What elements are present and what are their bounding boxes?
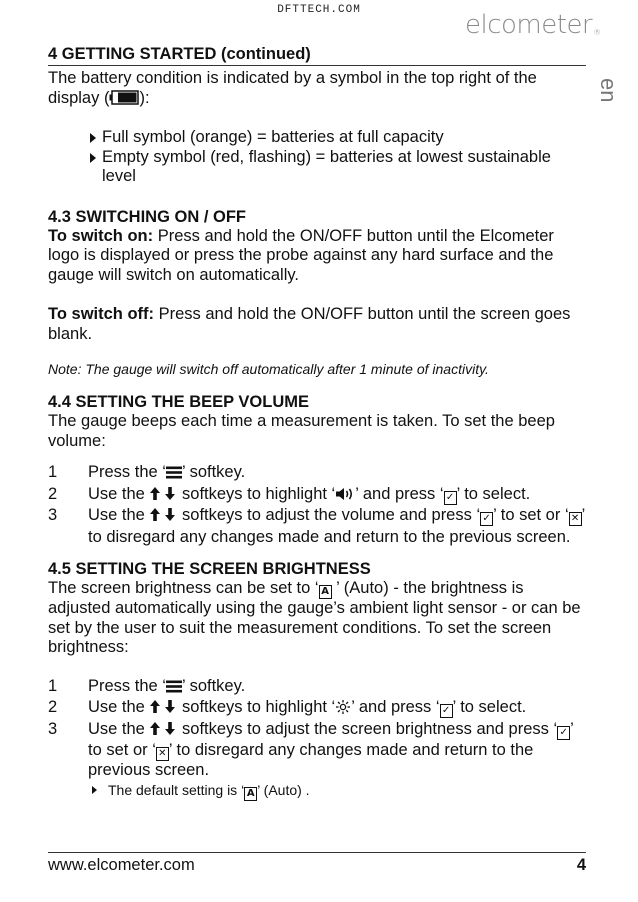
footer-url: www.elcometer.com — [48, 856, 195, 874]
section-heading-getting-started: 4 GETTING STARTED (continued) — [48, 44, 586, 66]
elcometer-logo: elcometer® — [465, 10, 601, 40]
list-item: 3 Use the softkeys to adjust the volume and press ‘ ✓ ’ to set or ‘ ✕ ’ to disregard any changes made and return to the previous screen. — [48, 506, 585, 546]
up-down-arrows-icon — [149, 507, 177, 528]
battery-paragraph: The battery condition is indicated by a symbol in the top right of the display ( ): — [48, 69, 586, 110]
bullet-triangle-icon — [90, 153, 96, 163]
page-content — [48, 44, 586, 801]
language-tab: en — [596, 78, 621, 103]
switch-off-paragraph: To switch off: Press and hold the ON/OFF button until the screen goes blank. — [48, 305, 571, 343]
list-item: Full symbol (orange) = batteries at full capacity — [88, 128, 586, 148]
list-item: 2 Use the softkeys to highlight ‘ ’ and press ‘ ✓ ’ to select. — [48, 485, 586, 507]
menu-icon — [166, 679, 182, 699]
up-down-arrows-icon — [149, 699, 177, 720]
brightness-steps — [48, 677, 586, 801]
bullet-triangle-icon — [90, 133, 96, 143]
beep-steps — [48, 463, 586, 547]
footer-divider — [48, 852, 586, 853]
bullet-triangle-icon — [92, 786, 97, 794]
list-item: 1 Press the ‘ ’ softkey. — [48, 677, 586, 699]
list-item: 3 Use the softkeys to adjust the screen brightness and press ‘ ✓ ’ to set or ‘ ✕ ’ to disregard any changes made and return to the previous screen. The default setting is ‘ A ’ (Auto) . — [48, 720, 586, 801]
section-heading-brightness: 4.5 SETTING THE SCREEN BRIGHTNESS — [48, 560, 371, 578]
menu-icon — [166, 465, 182, 485]
list-item: 2 Use the softkeys to highlight ‘ ’ and press ‘ ✓ ’ to select. — [48, 698, 586, 720]
up-down-arrows-icon — [149, 721, 177, 742]
tick-icon: ✓ — [480, 512, 493, 526]
brightness-icon — [335, 700, 351, 720]
tick-icon: ✓ — [444, 491, 457, 505]
list-item: 1 Press the ‘ ’ softkey. — [48, 463, 586, 485]
up-down-arrows-icon — [149, 486, 177, 507]
default-setting-note: The default setting is ‘ A ’ (Auto) . — [88, 782, 586, 801]
page-number: 4 — [576, 856, 586, 874]
watermark: DFTTECH.COM — [277, 4, 361, 16]
battery-icon — [109, 90, 139, 111]
auto-icon: A — [244, 787, 257, 801]
battery-bullet-list — [88, 128, 586, 187]
cross-icon: ✕ — [156, 747, 169, 761]
auto-icon: A — [319, 585, 332, 599]
cross-icon: ✕ — [569, 512, 582, 526]
list-item: Empty symbol (red, flashing) = batteries at lowest sustainable level — [88, 148, 586, 187]
speaker-icon — [335, 487, 355, 507]
beep-intro: The gauge beeps each time a measurement is taken. To set the beep volume: — [48, 412, 555, 450]
brightness-intro: The screen brightness can be set to ‘ A ’ (Auto) - the brightness is adjusted automatically using the gauge’s ambient light sensor - or can be set by the user to suit the measurement conditions. To set the screen brightness: — [48, 579, 581, 656]
switch-on-paragraph: To switch on: Press and hold the ON/OFF button until the Elcometer logo is displayed or press the probe against any hard surface and the gauge will switch on automatically. — [48, 226, 554, 284]
tick-icon: ✓ — [557, 726, 570, 740]
section-heading-beep-volume: 4.4 SETTING THE BEEP VOLUME — [48, 393, 309, 411]
note: Note: The gauge will switch off automatically after 1 minute of inactivity. — [48, 361, 489, 377]
tick-icon: ✓ — [440, 704, 453, 718]
section-heading-switching: 4.3 SWITCHING ON / OFF — [48, 207, 247, 226]
